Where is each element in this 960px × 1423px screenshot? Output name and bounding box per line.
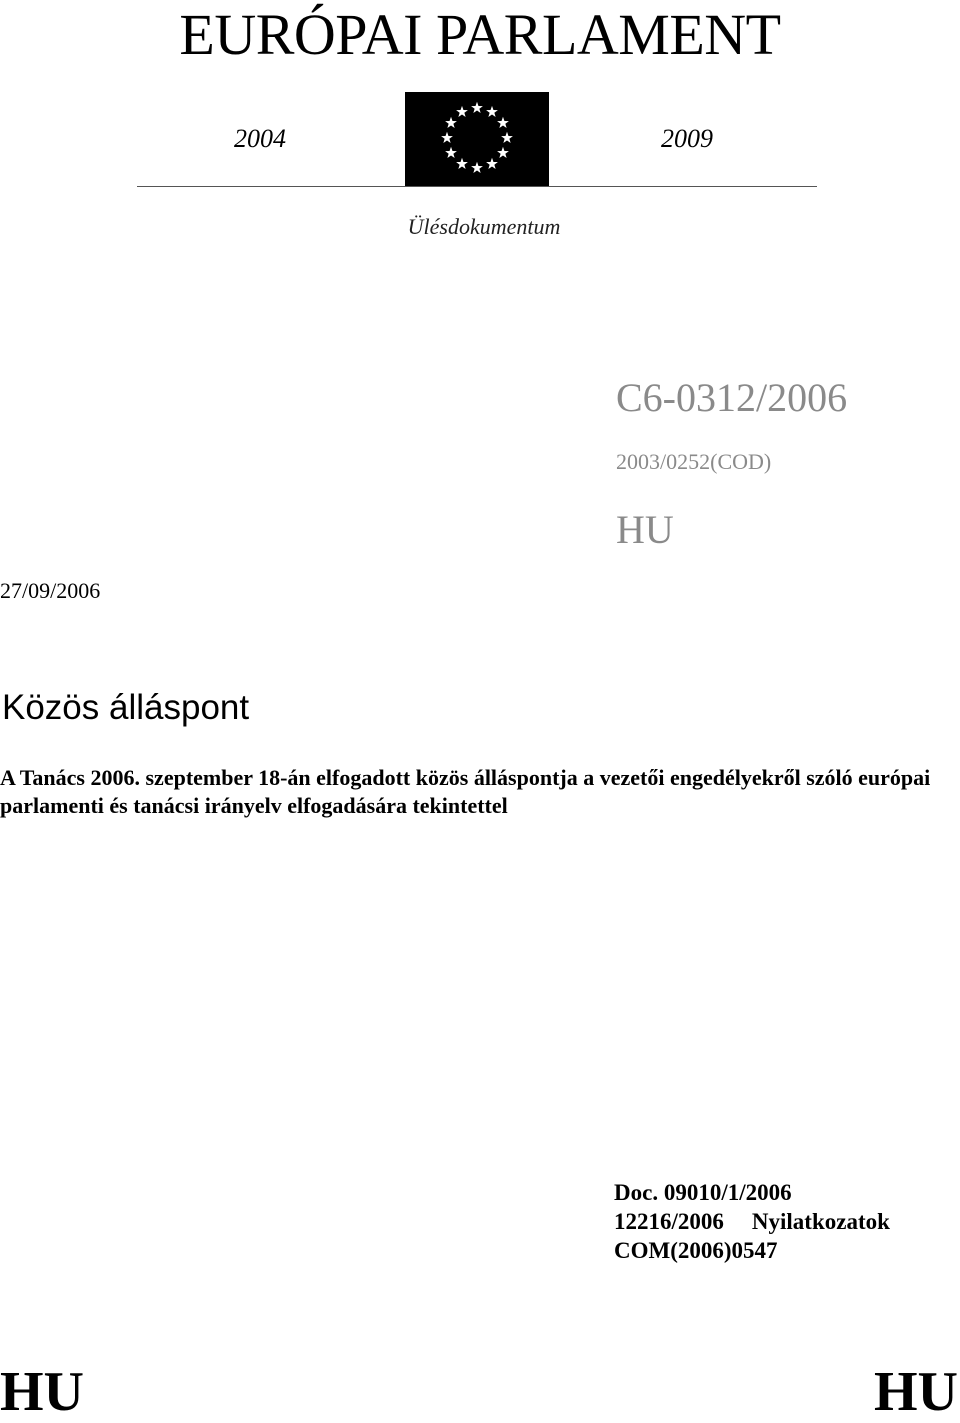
flag-star-icon <box>471 102 483 113</box>
council-doc-number: 12216/2006 <box>614 1209 724 1234</box>
flag-star-icon <box>471 162 483 173</box>
session-document-label: Ülésdokumentum <box>407 214 561 239</box>
statements-label: Nyilatkozatok <box>751 1209 890 1234</box>
council-doc-row <box>614 1207 890 1236</box>
com-number: COM(2006)0547 <box>614 1238 778 1263</box>
subject-text: A Tanács 2006. szeptember 18-án elfogadott közös álláspontja a vezetői engedélyekről szóló európai parlamenti és tanácsi irányelv elfogadására tekintettel <box>0 765 931 818</box>
section-title: Közös álláspont <box>2 688 250 727</box>
language-code: HU <box>616 507 674 552</box>
term-end-year: 2009 <box>661 124 713 153</box>
document-date: 27/09/2006 <box>0 578 101 603</box>
flag-star-icon <box>445 147 457 158</box>
doc-number: Doc. 09010/1/2006 <box>614 1180 792 1205</box>
flag-star-icon <box>486 106 498 117</box>
flag-star-icon <box>456 158 468 169</box>
flag-star-icon <box>441 132 453 143</box>
flag-star-icon <box>501 132 513 143</box>
flag-star-icon <box>497 117 509 128</box>
flag-star-icon <box>486 158 498 169</box>
eu-flag-icon <box>405 92 549 187</box>
references-block <box>614 1178 890 1265</box>
footer-language-left: HU <box>0 1361 84 1423</box>
flag-star-icon <box>497 147 509 158</box>
footer-language-right: HU <box>874 1361 958 1423</box>
document-reference: C6-0312/2006 <box>616 375 848 420</box>
flag-star-icon <box>456 106 468 117</box>
flag-star-icon <box>445 117 457 128</box>
eu-flag-stars <box>405 92 549 187</box>
parliament-title: EURÓPAI PARLAMENT <box>179 2 781 67</box>
header-divider <box>137 186 817 187</box>
term-start-year: 2004 <box>234 124 286 153</box>
procedure-number: 2003/0252(COD) <box>616 449 772 474</box>
